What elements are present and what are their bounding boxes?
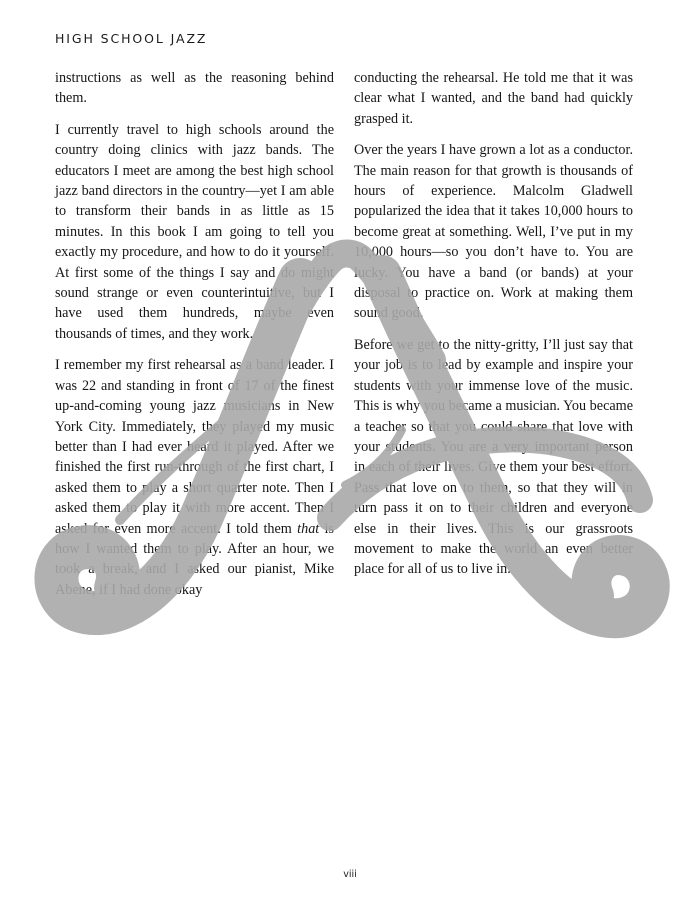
text-run: I remember my first rehearsal as a band leader. I was 22 and standing in front of 17 of the finest up-and-coming young jazz musicians in New York City. Immediately, they played my music better than I had ever heard it played. After we finished the first run-through of the first chart, I asked them to play a short quarter note. Then I asked them to play it with more accent. Then I asked for even more accent. I told them <box>55 357 334 537</box>
paragraph <box>55 355 334 600</box>
emphasis-text: that <box>297 520 320 537</box>
text-column-left <box>55 68 334 611</box>
paragraph: Before we get to the nitty-gritty, I’ll just say that your job is to lead by example and inspire your students with your immense love of the music. This is why you became a musician. You became a teacher so that you could share that love with your students. You are a very important person in each of their lives. Give them your best effort. Pass that love on to them, so that they will in turn pass it on to their children and everyone else in their lives. This is our grassroots movement to make the world an even better place for all of us to live in. <box>354 336 633 578</box>
paragraph: instructions as well as the reasoning behind them. <box>55 70 334 107</box>
page-number: viii <box>343 869 357 880</box>
paragraph: Over the years I have grown a lot as a conductor. The main reason for that growth is thousands of hours of experience. Malcolm Gladwell popularized the idea that it takes 10,000 hours to become great at something. Well, I’ve put in my 10,000 hours—so you don’t have to. You are lucky. You have a band (or bands) at your disposal to practice on. Work at making them sound good. <box>354 142 633 322</box>
paragraph: I currently travel to high schools around the country doing clinics with jazz bands. The educators I meet are among the best high school jazz band directors in the country—yet I am able to transform their bands in as little as 15 minutes. In this book I am going to tell you exactly my procedure, and how to do it yourself. At first some of the things I say and do might sound strange or even counterintuitive, but I have used them hundreds, maybe even thousands of times, and they work. <box>55 121 334 342</box>
text-run: is how I wanted them to play. After an hour, we took a break, and I asked our pianist, Mike Abene, if I had done okay <box>55 520 335 598</box>
running-head: HIGH SCHOOL JAZZ <box>55 31 208 46</box>
text-column-right <box>354 68 633 591</box>
paragraph: conducting the rehearsal. He told me that it was clear what I wanted, and the band had quickly grasped it. <box>354 70 633 127</box>
